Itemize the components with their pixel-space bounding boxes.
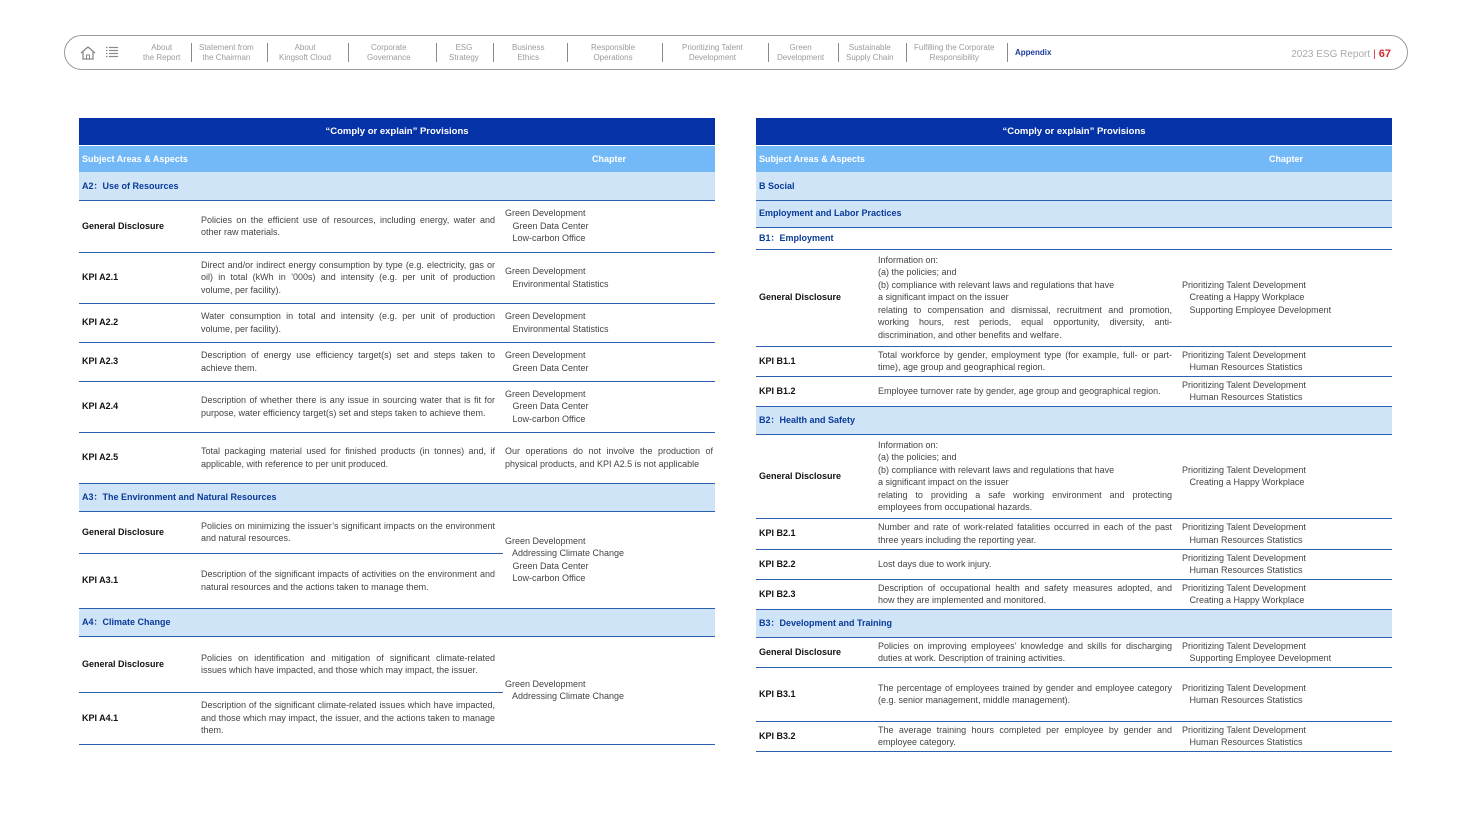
table-row	[756, 518, 1392, 549]
nav-divider	[348, 43, 349, 62]
table-row	[756, 579, 1392, 609]
column-header-chapter: Chapter	[503, 145, 715, 172]
nav-divider	[436, 43, 437, 62]
column-header-subject: Subject Areas & Aspects	[756, 145, 1180, 172]
row-chapter: Prioritizing Talent Development Human Resources Statistics	[1180, 346, 1392, 376]
section-b3: B3：Development and Training	[756, 609, 1392, 637]
row-chapter: Green Development Environmental Statistics	[503, 252, 715, 303]
nav-business-ethics[interactable]: Business Ethics	[512, 43, 545, 62]
nav-divider	[567, 43, 568, 62]
table-row	[756, 549, 1392, 579]
table-row	[79, 342, 715, 381]
row-description: Water consumption in total and intensity (e.g. per unit of production volume, per facility).	[199, 303, 503, 342]
row-description: The average training hours completed per employee by gender and employee category.	[876, 721, 1180, 751]
row-label: KPI A4.1	[82, 712, 119, 723]
nav-divider	[768, 43, 769, 62]
table-row	[756, 346, 1392, 376]
row-label: KPI A2.2	[79, 303, 199, 342]
row-label: KPI B2.2	[756, 549, 876, 579]
row-chapter: Prioritizing Talent Development Creating a Happy Workplace Supporting Employee Development	[1180, 249, 1392, 346]
row-chapter: Green Development Green Data Center Low-carbon Office	[503, 381, 715, 432]
nav-divider	[838, 43, 839, 62]
row-description: Policies on the efficient use of resources, including energy, water and other raw materials.	[199, 200, 503, 252]
section-a2: A2：Use of Resources	[79, 172, 715, 200]
report-separator: |	[1373, 49, 1376, 60]
nav-sustainable-supply-chain[interactable]: Sustainable Supply Chain	[846, 43, 894, 62]
row-label: KPI B3.1	[756, 667, 876, 721]
row-description: Description of the significant climate-related issues which have impacted, and those which may impact, the issuer, and the actions taken to manage them.	[201, 700, 495, 736]
nav-corporate-responsibility[interactable]: Fulfilling the Corporate Responsibility	[914, 43, 995, 62]
row-description: Information on: (a) the policies; and (b) compliance with relevant laws and regulations that have a significant impact on the issuer relating to providing a safe working environment and protecting employees from occupational hazards.	[876, 434, 1180, 518]
top-navigation	[64, 35, 1408, 70]
nav-about-kingsoft[interactable]: About Kingsoft Cloud	[279, 43, 332, 62]
row-label: KPI A2.4	[79, 381, 199, 432]
table-row	[756, 721, 1392, 751]
row-chapter: Green Development Addressing Climate Change	[503, 636, 715, 744]
section-b1: B1：Employment	[756, 227, 1392, 249]
row-label: KPI B1.1	[756, 346, 876, 376]
row-label: General Disclosure	[756, 249, 876, 346]
row-description: Total packaging material used for finished products (in tonnes) and, if applicable, with reference to per unit produced.	[199, 432, 503, 483]
row-chapter: Prioritizing Talent Development Human Resources Statistics	[1180, 376, 1392, 406]
row-chapter: Prioritizing Talent Development Creating a Happy Workplace	[1180, 579, 1392, 609]
provisions-table-social	[756, 118, 1392, 752]
section-b-social: B Social	[756, 172, 1392, 200]
row-label: General Disclosure	[756, 434, 876, 518]
table-row	[756, 637, 1392, 667]
row-description: Lost days due to work injury.	[876, 549, 1180, 579]
row-chapter: Prioritizing Talent Development Human Resources Statistics	[1180, 549, 1392, 579]
row-description: Employee turnover rate by gender, age group and geographical region.	[876, 376, 1180, 406]
nav-corporate-governance[interactable]: Corporate Governance	[367, 43, 411, 62]
table-row	[79, 636, 715, 692]
row-label: KPI A3.1	[82, 575, 119, 586]
nav-appendix[interactable]: Appendix	[1015, 48, 1052, 57]
table-row	[756, 667, 1392, 721]
row-chapter: Green Development Green Data Center Low-carbon Office	[503, 200, 715, 252]
row-label: General Disclosure	[79, 636, 199, 692]
menu-list-icon[interactable]	[105, 45, 119, 59]
row-chapter: Prioritizing Talent Development Human Resources Statistics	[1180, 518, 1392, 549]
row-description: Policies on improving employees’ knowledge and skills for discharging duties at work. Description of training activities.	[876, 637, 1180, 667]
row-label: KPI A2.3	[79, 342, 199, 381]
table-row	[79, 511, 715, 553]
table-row	[79, 200, 715, 252]
report-title: 2023 ESG Report	[1291, 49, 1371, 60]
row-description: Policies on minimizing the issuer’s significant impacts on the environment and natural resources.	[199, 511, 503, 553]
row-label: General Disclosure	[79, 200, 199, 252]
row-description: Information on: (a) the policies; and (b) compliance with relevant laws and regulations that have a significant impact on the issuer relating to compensation and dismissal, recruitment and promotion, working hours, rest periods, equal opportunity, diversity, anti-discrimination, and other benefits and welfare.	[876, 249, 1180, 346]
row-description: Policies on identification and mitigation of significant climate-related issues which have impacted, and those which may impact, the issuer.	[199, 636, 503, 692]
table-row	[79, 381, 715, 432]
nav-esg-strategy[interactable]: ESG Strategy	[449, 43, 479, 62]
column-header-chapter: Chapter	[1180, 145, 1392, 172]
row-chapter: Green Development Addressing Climate Change Green Data Center Low-carbon Office	[503, 511, 715, 608]
row-label: KPI B2.3	[756, 579, 876, 609]
section-a3: A3：The Environment and Natural Resources	[79, 483, 715, 511]
row-chapter: Our operations do not involve the production of physical products, and KPI A2.5 is not applicable	[503, 432, 715, 483]
provisions-table-environment	[79, 118, 715, 745]
report-page-indicator	[1291, 48, 1391, 60]
row-chapter: Green Development Green Data Center	[503, 342, 715, 381]
row-description: Direct and/or indirect energy consumption by type (e.g. electricity, gas or oil) in total (kWh in ’000s) and intensity (e.g. per unit of production volume, per facility).	[199, 252, 503, 303]
page-number: 67	[1378, 48, 1391, 60]
row-chapter: Prioritizing Talent Development Human Resources Statistics	[1180, 721, 1392, 751]
nav-divider	[267, 43, 268, 62]
section-b2: B2：Health and Safety	[756, 406, 1392, 434]
table-title: “Comply or explain” Provisions	[79, 118, 715, 145]
table-row	[79, 432, 715, 483]
nav-divider	[493, 43, 494, 62]
nav-chairman-statement[interactable]: Statement from the Chairman	[199, 43, 254, 62]
nav-divider	[662, 43, 663, 62]
table-row	[79, 303, 715, 342]
row-description: Description of energy use efficiency target(s) set and steps taken to achieve them.	[199, 342, 503, 381]
column-header-subject: Subject Areas & Aspects	[79, 145, 503, 172]
row-description: Description of occupational health and safety measures adopted, and how they are implemented and monitored.	[876, 579, 1180, 609]
row-label: KPI A2.1	[79, 252, 199, 303]
row-chapter: Prioritizing Talent Development Supporting Employee Development	[1180, 637, 1392, 667]
table-title: “Comply or explain” Provisions	[756, 118, 1392, 145]
nav-divider	[906, 43, 907, 62]
row-description: Number and rate of work-related fatalities occurred in each of the past three years including the reporting year.	[876, 518, 1180, 549]
row-label: KPI B2.1	[756, 518, 876, 549]
nav-green-development[interactable]: Green Development	[777, 43, 825, 62]
row-label: General Disclosure	[756, 637, 876, 667]
row-label: KPI B3.2	[756, 721, 876, 751]
row-description: Description of whether there is any issue in sourcing water that is fit for purpose, water efficiency target(s) set and steps taken to achieve them.	[199, 381, 503, 432]
nav-responsible-operations[interactable]: Responsible Operations	[591, 43, 636, 62]
row-description: Description of the significant impacts of activities on the environment and natural resources and the actions taken to manage them.	[201, 569, 495, 592]
section-employment-labor: Employment and Labor Practices	[756, 200, 1392, 227]
nav-prioritizing-talent[interactable]: Prioritizing Talent Development	[682, 43, 743, 62]
table-row	[756, 434, 1392, 518]
table-row	[756, 376, 1392, 406]
row-description: The percentage of employees trained by gender and employee category (e.g. senior management, middle management).	[876, 667, 1180, 721]
row-label: KPI B1.2	[756, 376, 876, 406]
row-label: General Disclosure	[79, 511, 199, 553]
section-a4: A4：Climate Change	[79, 608, 715, 636]
table-row	[756, 249, 1392, 346]
row-chapter: Prioritizing Talent Development Human Resources Statistics	[1180, 667, 1392, 721]
nav-divider	[191, 43, 192, 62]
row-chapter: Prioritizing Talent Development Creating a Happy Workplace	[1180, 434, 1392, 518]
nav-divider	[1007, 43, 1008, 62]
nav-about-report[interactable]: About the Report	[143, 43, 181, 62]
row-chapter: Green Development Environmental Statistics	[503, 303, 715, 342]
table-row	[79, 252, 715, 303]
row-label: KPI A2.5	[79, 432, 199, 483]
home-icon[interactable]	[79, 45, 97, 61]
row-description: Total workforce by gender, employment type (for example, full- or part-time), age group and geographical region.	[876, 346, 1180, 376]
